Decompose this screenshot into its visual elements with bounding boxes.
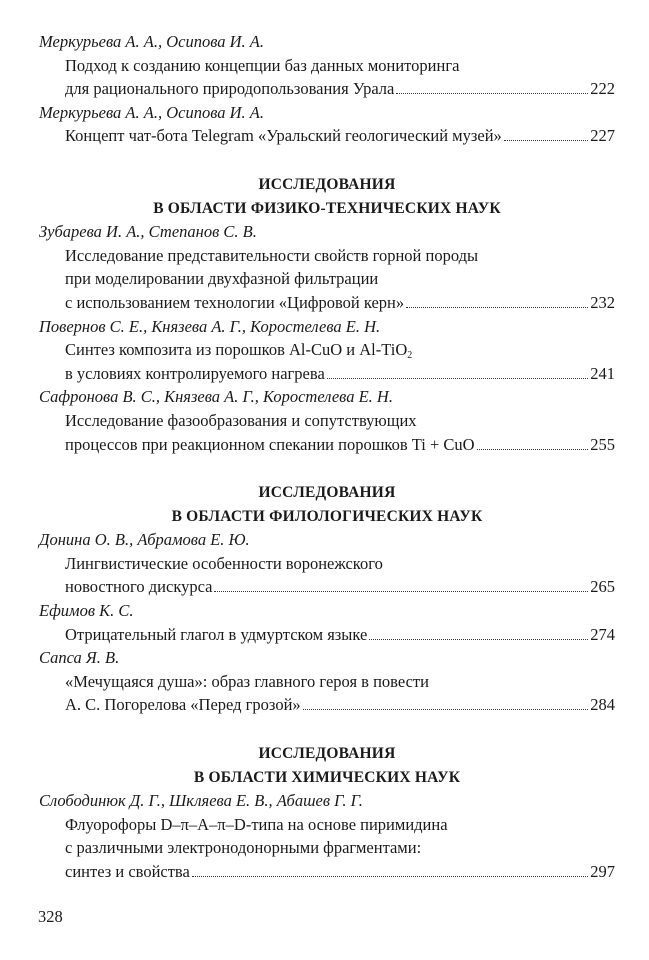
dot-leader	[192, 876, 588, 877]
section-heading: В ОБЛАСТИ ФИЛОЛОГИЧЕСКИХ НАУК	[171, 507, 483, 525]
entry-title-text: при моделировании двухфазной фильтрации	[65, 269, 379, 289]
toc-entry[interactable]	[39, 646, 615, 717]
entry-authors: Донина О. В., Абрамова Е. Ю.	[39, 530, 250, 550]
subscript: 2	[407, 350, 413, 362]
entry-title-last-line	[39, 291, 615, 315]
entry-title-text: Отрицательный глагол в удмуртском языке	[65, 624, 368, 644]
entry-title-text: Концепт чат-бота Telegram «Уральский геологический музей»	[65, 126, 502, 146]
entry-title-last-line	[39, 124, 615, 148]
dot-leader	[369, 639, 588, 640]
entry-authors: Зубарева И. А., Степанов С. В.	[39, 222, 257, 242]
entry-title-text: Подход к созданию концепции баз данных мониторинга	[65, 55, 460, 75]
entry-page-number: 284	[590, 695, 615, 715]
section-heading: В ОБЛАСТИ ХИМИЧЕСКИХ НАУК	[193, 768, 461, 786]
toc-entry[interactable]	[39, 315, 615, 386]
entry-title-text: новостного дискурса	[65, 577, 213, 597]
entry-title-line	[39, 552, 615, 576]
entry-title-line	[39, 244, 615, 268]
dot-leader	[327, 378, 588, 379]
entry-title-text: Исследование фазообразования и сопутствующих	[65, 410, 417, 430]
entry-page-number: 241	[590, 363, 615, 383]
entry-title-text: Исследование представительности свойств горной породы	[65, 245, 479, 265]
entry-title-last-line	[39, 77, 615, 101]
dot-leader	[477, 449, 589, 450]
entry-title-text: «Мечущаяся душа»: образ главного героя в повести	[65, 671, 429, 691]
entry-title-last-line	[39, 575, 615, 599]
entry-authors: Повернов С. Е., Князева А. Г., Коростелева Е. Н.	[39, 316, 381, 336]
entry-title-text: Лингвистические особенности воронежского	[65, 553, 383, 573]
entry-page-number: 274	[590, 624, 615, 644]
entry-title-last-line	[39, 362, 615, 386]
toc-section	[39, 481, 615, 717]
toc-section	[39, 30, 615, 148]
entry-title-text: в условиях контролируемого нагрева	[65, 363, 325, 383]
dot-leader	[303, 709, 589, 710]
entry-title-line	[39, 267, 615, 291]
entry-title-last-line	[39, 860, 615, 884]
entry-authors: Ефимов К. С.	[39, 601, 134, 621]
entry-title-text: с использованием технологии «Цифровой керн»	[65, 292, 405, 312]
entry-authors: Меркурьева А. А., Осипова И. А.	[39, 102, 264, 122]
entry-page-number: 222	[590, 79, 615, 99]
entry-title-last-line	[39, 433, 615, 457]
toc-section	[39, 742, 615, 884]
entry-title-text: синтез и свойства	[65, 862, 190, 881]
entry-title-text: для рационального природопользования Урала	[65, 79, 395, 99]
entry-title-line	[39, 409, 615, 433]
entry-title-text: Синтез композита из порошков Al-CuO и Al-TiO	[65, 340, 408, 360]
entry-title-line	[39, 54, 615, 78]
entry-title-text: Флуорофоры D–π–A–π–D-типа на основе пиримидина	[65, 814, 448, 834]
entry-page-number: 227	[590, 126, 615, 146]
entry-authors: Сапса Я. В.	[39, 648, 120, 668]
toc-entry[interactable]	[39, 220, 615, 314]
entry-title-line	[39, 338, 615, 362]
section-heading: ИССЛЕДОВАНИЯ	[258, 484, 396, 502]
entry-title-last-line	[39, 623, 615, 647]
page-number: 328	[38, 907, 63, 926]
entry-authors: Слободинюк Д. Г., Шкляева Е. В., Абашев Г. Г.	[39, 791, 363, 811]
dot-leader	[504, 140, 588, 141]
toc-entry[interactable]	[39, 599, 615, 646]
dot-leader	[214, 591, 588, 592]
entry-title-line	[39, 670, 615, 694]
table-of-contents	[39, 30, 615, 884]
entry-title-text: с различными электронодонорными фрагментами:	[65, 838, 422, 858]
section-heading: ИССЛЕДОВАНИЯ	[258, 175, 396, 193]
section-heading: ИССЛЕДОВАНИЯ	[258, 745, 396, 763]
entry-authors: Меркурьева А. А., Осипова И. А.	[39, 32, 264, 51]
entry-title-line	[39, 813, 615, 837]
toc-entry[interactable]	[39, 101, 615, 148]
entry-title-last-line	[39, 693, 615, 717]
toc-entry[interactable]	[39, 30, 615, 101]
entry-title-line	[39, 836, 615, 860]
entry-page-number: 255	[590, 434, 615, 454]
entry-page-number: 265	[590, 577, 615, 597]
entry-page-number: 297	[590, 862, 615, 881]
entry-page-number: 232	[590, 292, 615, 312]
toc-entry[interactable]	[39, 789, 615, 883]
entry-title-text: А. С. Погорелова «Перед грозой»	[65, 695, 301, 715]
toc-section	[39, 173, 615, 456]
toc-entry[interactable]	[39, 385, 615, 456]
entry-authors: Сафронова В. С., Князева А. Г., Коростелева Е. Н.	[39, 387, 393, 407]
toc-entry[interactable]	[39, 528, 615, 599]
entry-title-text: процессов при реакционном спекании порошков Ti + CuO	[65, 434, 475, 454]
dot-leader	[406, 307, 588, 308]
dot-leader	[396, 93, 588, 94]
section-heading: В ОБЛАСТИ ФИЗИКО-ТЕХНИЧЕСКИХ НАУК	[153, 199, 501, 217]
